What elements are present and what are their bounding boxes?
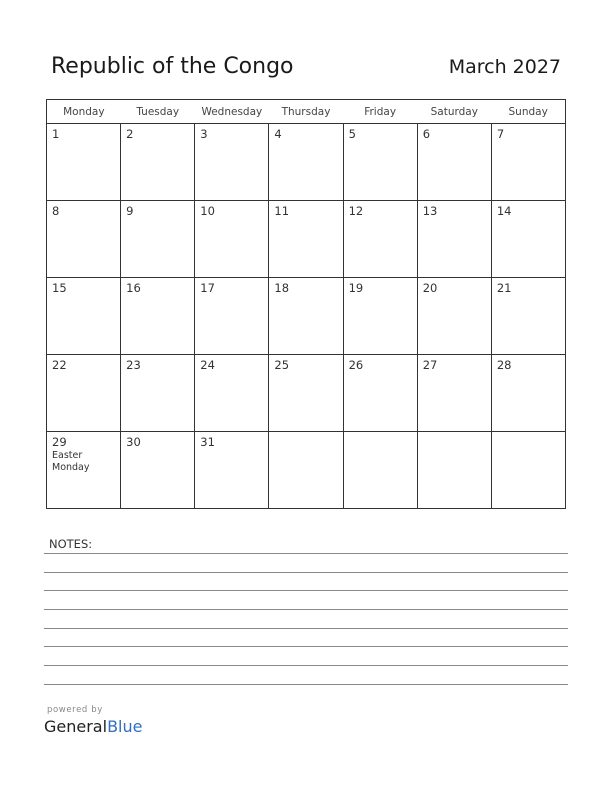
note-line [44, 590, 568, 591]
day-number: 24 [200, 358, 215, 372]
day-number: 5 [348, 127, 356, 141]
day-cell [491, 124, 565, 201]
day-number: 6 [422, 127, 431, 141]
day-number: 18 [274, 281, 290, 295]
day-cell [343, 201, 417, 278]
day-cell [417, 201, 491, 278]
day-cell [417, 124, 491, 201]
day-cell [121, 201, 195, 278]
day-number: 10 [200, 204, 215, 218]
month-title: March 2027 [448, 56, 561, 78]
weekday-friday: Friday [343, 100, 417, 124]
week-row [47, 124, 566, 201]
day-cell [417, 432, 491, 509]
country-title: Republic of the Congo [51, 54, 294, 79]
day-cell [47, 278, 121, 355]
generalblue-logo [44, 717, 142, 736]
day-number: 13 [422, 204, 438, 218]
day-cell [121, 355, 195, 432]
note-line [44, 553, 568, 554]
weekday-tuesday: Tuesday [121, 100, 195, 124]
day-number: 12 [348, 204, 364, 218]
day-number: 7 [496, 127, 505, 141]
day-cell [269, 355, 343, 432]
day-cell [417, 355, 491, 432]
week-row [47, 355, 566, 432]
day-number: 8 [52, 204, 60, 218]
day-cell [269, 124, 343, 201]
day-number: 9 [126, 204, 134, 218]
day-cell [121, 278, 195, 355]
weekday-saturday: Saturday [417, 100, 491, 124]
brand-blue: Blue [107, 717, 143, 736]
day-cell [269, 201, 343, 278]
holiday-label: Easter Monday [52, 450, 90, 473]
day-number: 21 [496, 281, 512, 295]
day-cell [491, 278, 565, 355]
note-line [44, 646, 568, 647]
week-row [47, 432, 566, 509]
day-number: 17 [200, 281, 215, 295]
day-cell [491, 201, 565, 278]
day-number: 19 [348, 281, 364, 295]
day-number: 14 [496, 204, 512, 218]
day-cell [195, 278, 269, 355]
day-number: 26 [348, 358, 364, 372]
day-cell [417, 278, 491, 355]
day-number: 20 [422, 281, 438, 295]
weekday-thursday: Thursday [269, 100, 343, 124]
day-cell [343, 432, 417, 509]
day-cell [195, 432, 269, 509]
day-cell [47, 201, 121, 278]
day-number: 15 [52, 281, 67, 295]
day-cell [121, 124, 195, 201]
powered-by-label: powered by [47, 705, 103, 715]
day-cell [195, 201, 269, 278]
day-cell [491, 432, 565, 509]
note-line [44, 628, 568, 629]
day-cell [343, 278, 417, 355]
day-number: 2 [126, 127, 134, 141]
day-cell [343, 124, 417, 201]
weekday-monday: Monday [47, 100, 121, 124]
day-cell [269, 432, 343, 509]
weekday-wednesday: Wednesday [195, 100, 269, 124]
day-number: 22 [52, 358, 67, 372]
day-number: 1 [52, 127, 60, 141]
week-row [47, 201, 566, 278]
day-cell [269, 278, 343, 355]
week-row [47, 278, 566, 355]
notes-label: NOTES: [49, 537, 93, 551]
day-number: 3 [200, 127, 208, 141]
day-number: 30 [126, 435, 141, 449]
day-cell [195, 355, 269, 432]
weekday-header-row [47, 100, 566, 124]
calendar-grid [46, 99, 566, 509]
day-number: 29 [52, 435, 67, 449]
day-cell [195, 124, 269, 201]
day-number: 25 [274, 358, 290, 372]
day-number: 27 [422, 358, 438, 372]
day-cell [47, 124, 121, 201]
note-line [44, 572, 568, 573]
day-number: 28 [496, 358, 512, 372]
day-cell [47, 432, 121, 509]
day-number: 4 [274, 127, 282, 141]
note-line [44, 609, 568, 610]
day-cell [47, 355, 121, 432]
note-line [44, 684, 568, 685]
day-number: 16 [126, 281, 141, 295]
brand-general: General [44, 717, 108, 736]
day-cell [343, 355, 417, 432]
day-number: 23 [126, 358, 141, 372]
day-cell [491, 355, 565, 432]
day-cell [121, 432, 195, 509]
day-number: 31 [200, 435, 215, 449]
day-number: 11 [274, 204, 290, 218]
weekday-sunday: Sunday [491, 100, 565, 124]
note-line [44, 665, 568, 666]
